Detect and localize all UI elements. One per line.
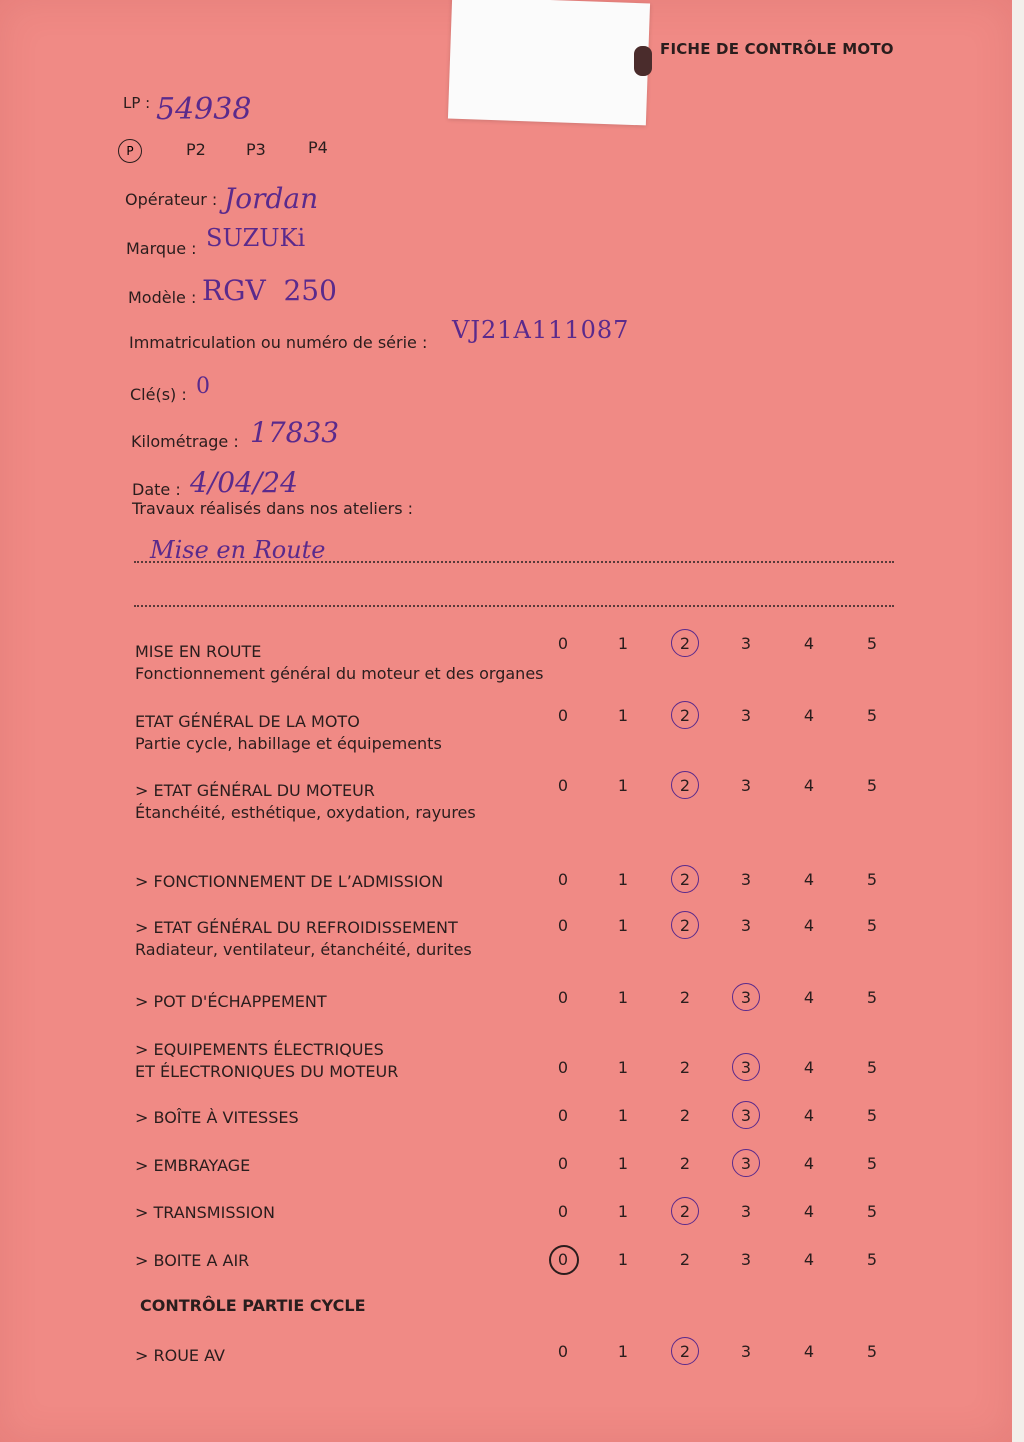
cycle-row-0-title: > ROUE AV: [135, 1346, 225, 1365]
cycle-row-0-score-2-selected[interactable]: 2: [670, 1342, 700, 1361]
rating-row-0-score-5[interactable]: 5: [866, 634, 878, 653]
rating-row-4-score-3[interactable]: 3: [740, 916, 752, 935]
rating-row-0-score-3[interactable]: 3: [740, 634, 752, 653]
cycle-row-0-score-1[interactable]: 1: [617, 1342, 629, 1361]
rating-row-4-score-2-selected[interactable]: 2: [670, 916, 700, 935]
cycle-row-0-score-5[interactable]: 5: [866, 1342, 878, 1361]
rating-row-3-score-1[interactable]: 1: [617, 870, 629, 889]
rating-row-6-title: > EQUIPEMENTS ÉLECTRIQUES: [135, 1040, 384, 1059]
rating-row-10-score-0-selected[interactable]: 0: [548, 1250, 578, 1269]
rating-row-2-score-0[interactable]: 0: [557, 776, 569, 795]
lp-label: LP :: [123, 94, 151, 112]
rating-row-0-score-0[interactable]: 0: [557, 634, 569, 653]
operateur-value: Jordan: [224, 182, 319, 215]
rating-row-4-score-5[interactable]: 5: [866, 916, 878, 935]
rating-row-8-score-4[interactable]: 4: [803, 1154, 815, 1173]
cycle-row-0-score-3[interactable]: 3: [740, 1342, 752, 1361]
rating-row-2-score-3[interactable]: 3: [740, 776, 752, 795]
operateur-label: Opérateur :: [125, 190, 218, 209]
rating-row-8-score-5[interactable]: 5: [866, 1154, 878, 1173]
position-selected-marker: P: [118, 139, 142, 163]
rating-row-10-score-5[interactable]: 5: [866, 1250, 878, 1269]
rating-row-8-score-1[interactable]: 1: [617, 1154, 629, 1173]
rating-row-5-score-0[interactable]: 0: [557, 988, 569, 1007]
date-value: 4/04/24: [190, 466, 298, 499]
rating-row-4-score-4[interactable]: 4: [803, 916, 815, 935]
rating-row-10-title: > BOITE A AIR: [135, 1251, 250, 1270]
rating-row-10-score-1[interactable]: 1: [617, 1250, 629, 1269]
rating-row-4-title: > ETAT GÉNÉRAL DU REFROIDISSEMENT: [135, 918, 458, 937]
rating-row-0-score-4[interactable]: 4: [803, 634, 815, 653]
rating-row-7-title: > BOÎTE À VITESSES: [135, 1108, 299, 1127]
rating-row-2-subtitle: Étanchéité, esthétique, oxydation, rayures: [135, 803, 476, 822]
cles-label: Clé(s) :: [130, 385, 187, 404]
rating-row-6-score-5[interactable]: 5: [866, 1058, 878, 1077]
travaux-line-2: [134, 605, 894, 607]
rating-row-10-score-2[interactable]: 2: [679, 1250, 691, 1269]
rating-row-1-subtitle: Partie cycle, habillage et équipements: [135, 734, 442, 753]
rating-row-2-score-5[interactable]: 5: [866, 776, 878, 795]
marque-value: SUZUKi: [206, 224, 306, 252]
date-label: Date :: [132, 480, 181, 499]
sheet-title: FICHE DE CONTRÔLE MOTO: [660, 40, 894, 58]
rating-row-7-score-0[interactable]: 0: [557, 1106, 569, 1125]
rating-row-6-score-4[interactable]: 4: [803, 1058, 815, 1077]
rating-row-7-score-5[interactable]: 5: [866, 1106, 878, 1125]
rating-row-7-score-3-selected[interactable]: 3: [731, 1106, 761, 1125]
rating-row-7-score-2[interactable]: 2: [679, 1106, 691, 1125]
cles-value: 0: [196, 374, 210, 399]
rating-row-4-score-0[interactable]: 0: [557, 916, 569, 935]
rating-row-3-score-2-selected[interactable]: 2: [670, 870, 700, 889]
section-partie-cycle-title: CONTRÔLE PARTIE CYCLE: [140, 1296, 366, 1315]
rating-row-0-score-1[interactable]: 1: [617, 634, 629, 653]
rating-row-6-score-0[interactable]: 0: [557, 1058, 569, 1077]
rating-row-9-score-2-selected[interactable]: 2: [670, 1202, 700, 1221]
rating-row-6-score-1[interactable]: 1: [617, 1058, 629, 1077]
rating-row-0-title: MISE EN ROUTE: [135, 642, 262, 661]
rating-row-4-score-1[interactable]: 1: [617, 916, 629, 935]
rating-row-0-score-2-selected[interactable]: 2: [670, 634, 700, 653]
rating-row-9-score-3[interactable]: 3: [740, 1202, 752, 1221]
rating-row-7-score-1[interactable]: 1: [617, 1106, 629, 1125]
cycle-row-0-score-0[interactable]: 0: [557, 1342, 569, 1361]
immatriculation-value: VJ21A111087: [452, 316, 630, 344]
rating-row-1-score-1[interactable]: 1: [617, 706, 629, 725]
modele-value: RGV 250: [202, 274, 337, 307]
rating-row-2-title: > ETAT GÉNÉRAL DU MOTEUR: [135, 781, 375, 800]
rating-row-2-score-2-selected[interactable]: 2: [670, 776, 700, 795]
rating-row-1-score-2-selected[interactable]: 2: [670, 706, 700, 725]
tape-patch: [448, 0, 650, 125]
rating-row-5-score-5[interactable]: 5: [866, 988, 878, 1007]
rating-row-2-score-4[interactable]: 4: [803, 776, 815, 795]
rating-row-9-score-4[interactable]: 4: [803, 1202, 815, 1221]
rating-row-3-score-4[interactable]: 4: [803, 870, 815, 889]
rating-row-3-title: > FONCTIONNEMENT DE L’ADMISSION: [135, 872, 444, 891]
rating-row-10-score-3[interactable]: 3: [740, 1250, 752, 1269]
rating-row-6-score-3-selected[interactable]: 3: [731, 1058, 761, 1077]
rating-row-1-title: ETAT GÉNÉRAL DE LA MOTO: [135, 712, 360, 731]
background-edge: [1012, 0, 1024, 1442]
rating-row-8-score-3-selected[interactable]: 3: [731, 1154, 761, 1173]
position-p4: P4: [308, 138, 328, 157]
rating-row-1-score-4[interactable]: 4: [803, 706, 815, 725]
logo-icon: [634, 46, 652, 76]
rating-row-9-title: > TRANSMISSION: [135, 1203, 275, 1222]
rating-row-8-score-2[interactable]: 2: [679, 1154, 691, 1173]
travaux-value: Mise en Route: [150, 536, 326, 564]
rating-row-9-score-0[interactable]: 0: [557, 1202, 569, 1221]
rating-row-5-score-2[interactable]: 2: [679, 988, 691, 1007]
rating-row-3-score-0[interactable]: 0: [557, 870, 569, 889]
rating-row-9-score-5[interactable]: 5: [866, 1202, 878, 1221]
rating-row-0-subtitle: Fonctionnement général du moteur et des organes: [135, 664, 544, 683]
rating-row-6-score-2[interactable]: 2: [679, 1058, 691, 1077]
rating-row-5-score-1[interactable]: 1: [617, 988, 629, 1007]
rating-row-5-title: > POT D'ÉCHAPPEMENT: [135, 992, 327, 1011]
rating-row-6-subtitle: ET ÉLECTRONIQUES DU MOTEUR: [135, 1062, 399, 1081]
rating-row-3-score-3[interactable]: 3: [740, 870, 752, 889]
cycle-row-0-score-4[interactable]: 4: [803, 1342, 815, 1361]
modele-label: Modèle :: [128, 288, 197, 307]
position-p3: P3: [246, 140, 266, 159]
rating-row-5-score-3-selected[interactable]: 3: [731, 988, 761, 1007]
marque-label: Marque :: [126, 239, 197, 258]
rating-row-1-score-5[interactable]: 5: [866, 706, 878, 725]
immatriculation-label: Immatriculation ou numéro de série :: [129, 333, 428, 352]
rating-row-8-score-0[interactable]: 0: [557, 1154, 569, 1173]
rating-row-10-score-4[interactable]: 4: [803, 1250, 815, 1269]
kilometrage-value: 17833: [250, 416, 340, 449]
rating-row-8-title: > EMBRAYAGE: [135, 1156, 251, 1175]
travaux-label: Travaux réalisés dans nos ateliers :: [132, 499, 414, 518]
position-p2: P2: [186, 140, 206, 159]
rating-row-1-score-0[interactable]: 0: [557, 706, 569, 725]
rating-row-3-score-5[interactable]: 5: [866, 870, 878, 889]
rating-row-5-score-4[interactable]: 4: [803, 988, 815, 1007]
kilometrage-label: Kilométrage :: [131, 432, 239, 451]
rating-row-2-score-1[interactable]: 1: [617, 776, 629, 795]
travaux-line-1: [134, 561, 894, 563]
rating-row-4-subtitle: Radiateur, ventilateur, étanchéité, durites: [135, 940, 472, 959]
rating-row-7-score-4[interactable]: 4: [803, 1106, 815, 1125]
rating-row-1-score-3[interactable]: 3: [740, 706, 752, 725]
lp-value: 54938: [156, 92, 252, 127]
rating-row-9-score-1[interactable]: 1: [617, 1202, 629, 1221]
